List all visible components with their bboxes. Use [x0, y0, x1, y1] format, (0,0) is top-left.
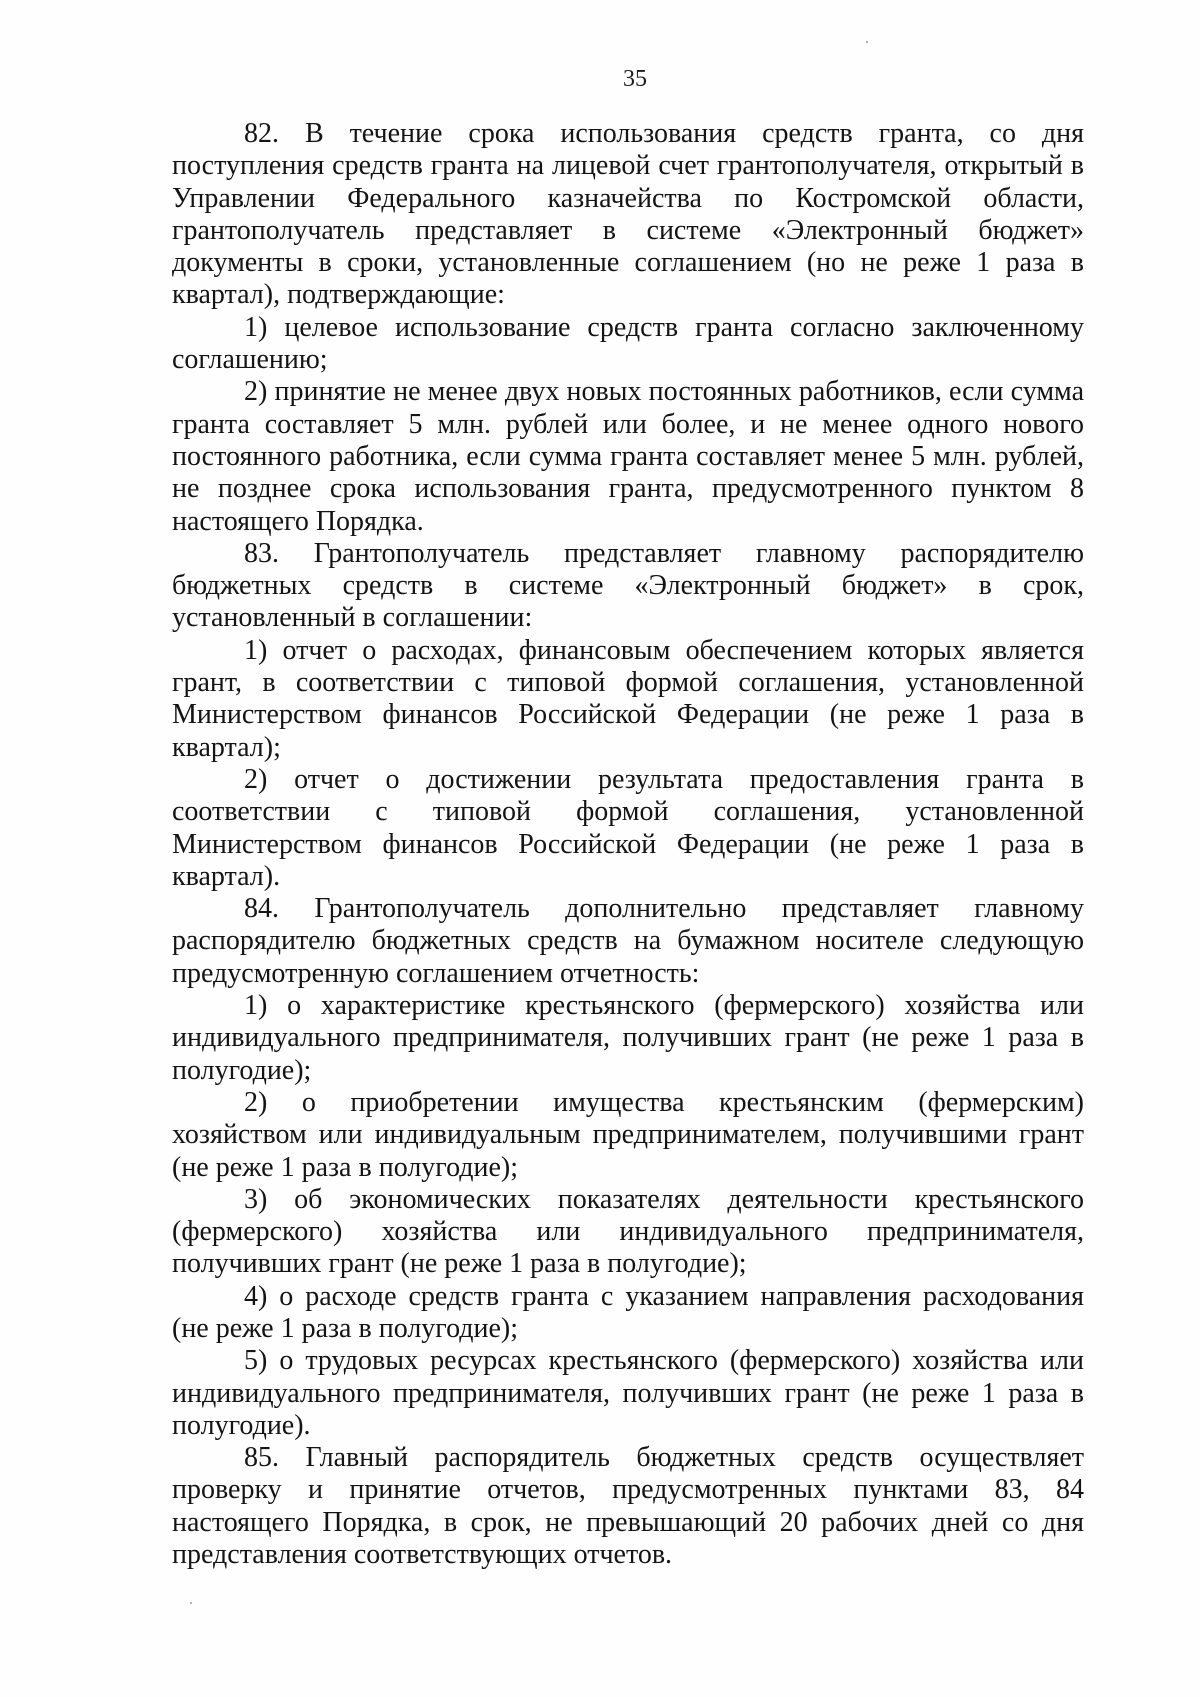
paragraph-85: 85. Главный распорядитель бюджетных средств осуществляет проверку и принятие отчетов, предусмотренных пунктами 83, 84 настоящего Порядка, в срок, не превышающий 20 рабочих дней со дня представления соответствующих отчетов.: [172, 1442, 1084, 1571]
paragraph-84-item-2: 2) о приобретении имущества крестьянским (фермерским) хозяйством или индивидуальным предпринимателем, получившими грант (не реже 1 раза в полугодие);: [172, 1086, 1084, 1183]
page-number: 35: [623, 66, 647, 92]
paragraph-82-item-2: 2) принятие не менее двух новых постоянных работников, если сумма гранта составляет 5 млн. рублей или более, и не менее одного нового постоянного работника, если сумма гранта составляет менее 5 млн. рублей, не позднее срока использования гранта, предусмотренного пунктом 8 настоящего Порядка.: [172, 376, 1084, 537]
paragraph-83-item-1: 1) отчет о расходах, финансовым обеспечением которых является грант, в соответствии с типовой формой соглашения, установленной Министерством финансов Российской Федерации (не реже 1 раза в квартал);: [172, 634, 1084, 763]
paragraph-82: 82. В течение срока использования средств гранта, со дня поступления средств гранта на лицевой счет грантополучателя, открытый в Управлении Федерального казначейства по Костромской области, грантополучатель представляет в системе «Электронный бюджет» документы в сроки, установленные соглашением (но не реже 1 раза в квартал), подтверждающие:: [172, 118, 1084, 311]
paragraph-84-item-4: 4) о расходе средств гранта с указанием направления расходования (не реже 1 раза в полугодие);: [172, 1280, 1084, 1344]
paragraph-84-item-3: 3) об экономических показателях деятельности крестьянского (фермерского) хозяйства или индивидуального предпринимателя, получивших грант (не реже 1 раза в полугодие);: [172, 1183, 1084, 1280]
paragraph-84: 84. Грантополучатель дополнительно представляет главному распорядителю бюджетных средств на бумажном носителе следующую предусмотренную соглашением отчетность:: [172, 893, 1084, 989]
scan-speck: [866, 41, 868, 43]
document-body: [172, 118, 1084, 1571]
paragraph-84-item-1: 1) о характеристике крестьянского (фермерского) хозяйства или индивидуального предпринимателя, получивших грант (не реже 1 раза в полугодие);: [172, 990, 1084, 1086]
paragraph-83-item-2: 2) отчет о достижении результата предоставления гранта в соответствии с типовой формой соглашения, установленной Министерством финансов Российской Федерации (не реже 1 раза в квартал).: [172, 763, 1084, 892]
paragraph-84-item-5: 5) о трудовых ресурсах крестьянского (фермерского) хозяйства или индивидуального предпринимателя, получивших грант (не реже 1 раза в полугодие).: [172, 1345, 1084, 1441]
paragraph-82-item-1: 1) целевое использование средств гранта согласно заключенному соглашению;: [172, 311, 1084, 376]
paragraph-83: 83. Грантополучатель представляет главному распорядителю бюджетных средств в системе «Электронный бюджет» в срок, установленный в соглашении:: [172, 537, 1084, 634]
scan-speck: [190, 1602, 192, 1604]
